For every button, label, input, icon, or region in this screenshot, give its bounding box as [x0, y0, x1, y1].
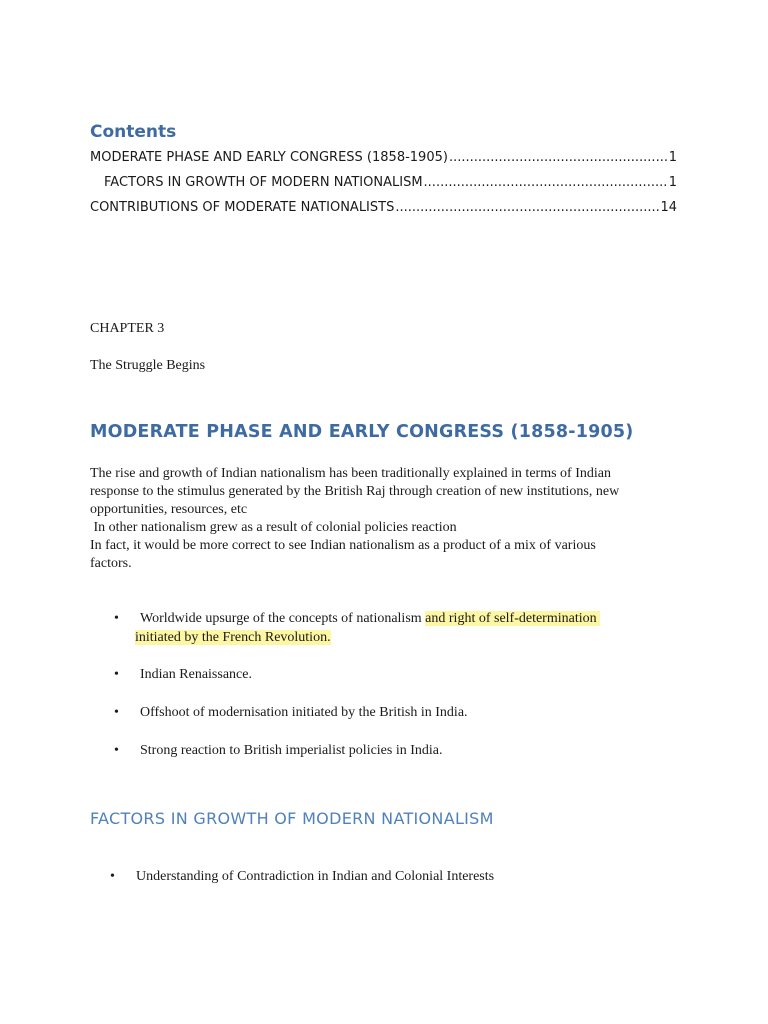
highlighted-text: initiated by the French Revolution. — [135, 629, 331, 645]
list-item — [114, 704, 674, 723]
list-item — [110, 868, 670, 887]
chapter-subtitle: The Struggle Begins — [90, 358, 206, 373]
list-item — [114, 610, 674, 647]
list-item-text: Strong reaction to British imperialist policies in India. — [140, 743, 443, 758]
list-item-text-continued — [114, 629, 674, 648]
toc-entry-contributions[interactable] — [90, 199, 677, 217]
list-item-text: Understanding of Contradiction in Indian and Colonial Interests — [136, 869, 495, 884]
paragraph-line: In other nationalism grew as a result of colonial policies reaction — [90, 520, 457, 535]
list-item — [114, 666, 674, 685]
toc-page-number: 1 — [668, 175, 677, 190]
bullet-point: • — [110, 869, 115, 884]
highlighted-text: and right of self-determination — [425, 611, 601, 626]
bullet-point: • — [114, 743, 119, 758]
bullet-point: • — [114, 667, 119, 682]
bullet-point: • — [114, 611, 119, 626]
toc-heading: Contents — [90, 122, 177, 142]
list-item-text: Indian Renaissance. — [140, 667, 252, 682]
toc-dot-leader — [424, 174, 668, 192]
chapter-label: CHAPTER 3 — [90, 321, 165, 336]
toc-entry-moderate-phase[interactable] — [90, 149, 677, 167]
bullet-point: • — [114, 705, 119, 720]
paragraph-line: The rise and growth of Indian nationalism has been traditionally explained in terms of Indian — [90, 466, 611, 481]
toc-entry-factors[interactable] — [104, 174, 677, 192]
list-item-text-plain: Worldwide upsurge of the concepts of nationalism — [140, 611, 426, 626]
toc-page-number: 14 — [660, 200, 677, 215]
toc-entry-label: MODERATE PHASE AND EARLY CONGRESS (1858-1905) — [90, 150, 448, 165]
paragraph-line: opportunities, resources, etc — [90, 502, 248, 517]
paragraph-line: factors. — [90, 556, 132, 571]
toc-entry-label: CONTRIBUTIONS OF MODERATE NATIONALISTS — [90, 200, 395, 215]
section-heading-factors: FACTORS IN GROWTH OF MODERN NATIONALISM — [90, 809, 494, 828]
paragraph-line: In fact, it would be more correct to see Indian nationalism as a product of a mix of various — [90, 538, 596, 553]
list-item — [114, 742, 674, 761]
toc-dot-leader — [395, 199, 659, 217]
toc-page-number: 1 — [668, 150, 677, 165]
toc-dot-leader — [449, 149, 668, 167]
list-item-text — [114, 610, 674, 629]
section-heading-moderate-phase: MODERATE PHASE AND EARLY CONGRESS (1858-1905) — [90, 422, 634, 442]
list-item-text: Offshoot of modernisation initiated by the British in India. — [140, 705, 468, 720]
paragraph-line: response to the stimulus generated by the British Raj through creation of new institutions, new — [90, 484, 620, 499]
intro-paragraph — [90, 465, 690, 573]
toc-entry-label: FACTORS IN GROWTH OF MODERN NATIONALISM — [104, 175, 423, 190]
